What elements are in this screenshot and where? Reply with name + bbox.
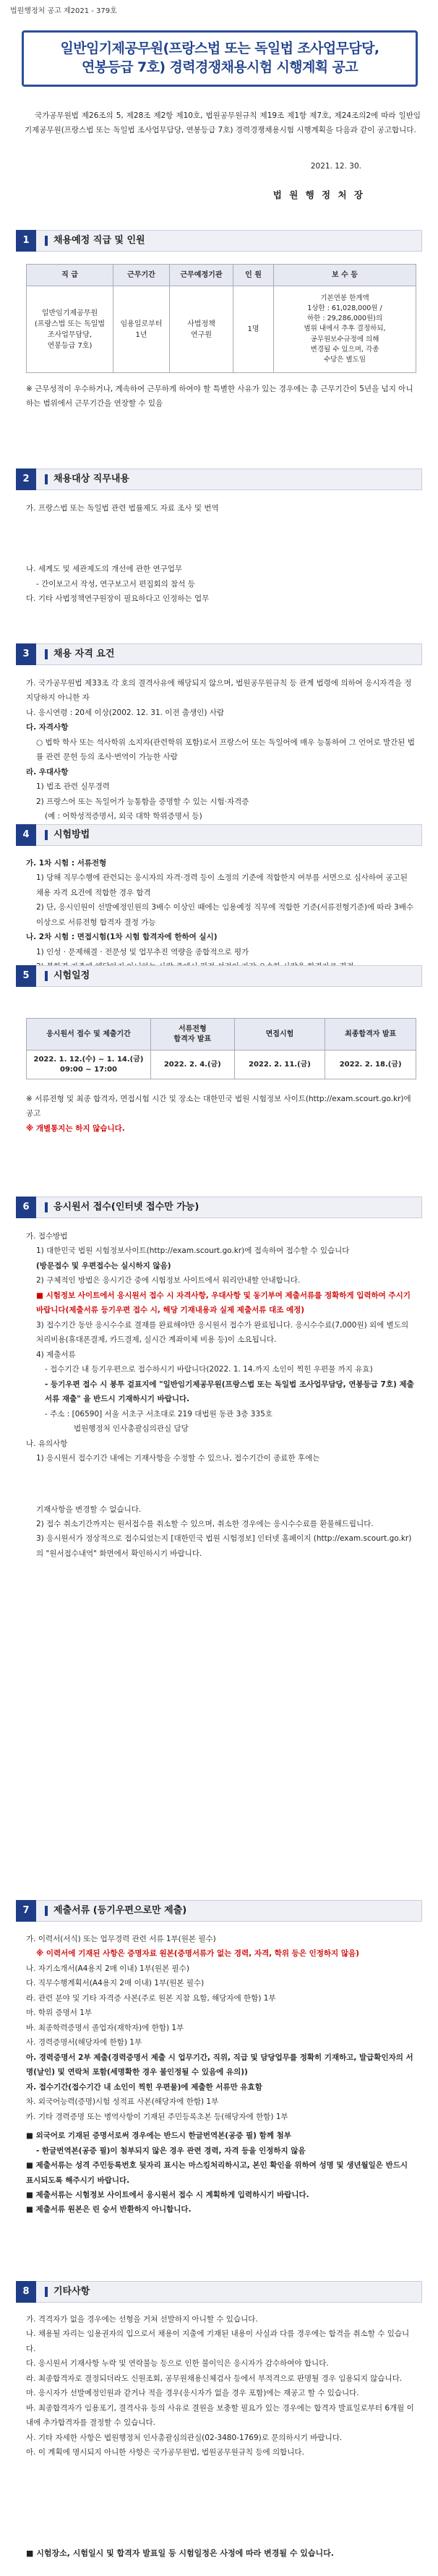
section-title: 제출서류 (등기우편으로만 제출)	[36, 1900, 422, 1922]
section-number: 6	[16, 1197, 36, 1218]
doc-da: 다. 직무수행계획서(A4용지 2매 이내) 1부(원본 필수)	[26, 1979, 205, 1988]
col-final: 최종합격자 발표	[325, 1019, 416, 1050]
section-1-header	[16, 230, 422, 252]
doc-ka: 카. 기타 경력증명 또는 병역사항이 기재된 주민등록초본 등(해당자에 한함) 1부	[26, 2112, 288, 2121]
cell-period: 임용일로부터 1년	[113, 286, 170, 373]
cell-interview: 2022. 2. 11.(금)	[234, 1050, 325, 1079]
section-title: 기타사항	[36, 2281, 422, 2303]
documents-block	[26, 1932, 416, 2217]
doc-sa: 사. 경력증명서(해당자에 한함) 1부	[26, 2038, 142, 2047]
app-ga-4c: - 주소 : [06590] 서울 서초구 서초대로 219 대법원 동관 3층 335호	[45, 1409, 272, 1418]
col-interview: 면접시험	[234, 1019, 325, 1050]
schedule-note-1: ※ 서류전형 및 최종 합격자, 면접시험 시간 및 장소는 대한민국 법원 시험정보 사이트(http://exam.scourt.go.kr)에 공고	[26, 1095, 411, 1118]
qual-da-title: 다. 자격사항	[26, 723, 69, 732]
qual-da-1: ○ 법학 학사 또는 석사학위 소지자(관련학위 포함)로서 프랑스어 또는 독일어에 매우 능통하여 그 언어로 발간된 법률 관련 문헌 등의 조사·번역이 가능한 사람	[36, 737, 415, 762]
app-ga-4a: - 접수기간 내 등기우편으로 접수하시기 바랍니다(2022. 1. 14.까지 소인이 찍힌 우편물 까지 유효)	[45, 1365, 373, 1374]
cell-apply: 2022. 1. 12.(수) ~ 1. 14.(금) 09:00 ~ 17:00	[27, 1050, 151, 1079]
doc-ma: 마. 학위 증명서 1부	[26, 2008, 93, 2018]
qualification-block	[26, 676, 416, 824]
misc-item: 마. 응시자가 선발예정인원과 같거나 적을 경우(응시자가 없을 경우 포함)에는 재공고 할 수 있습니다.	[26, 2389, 359, 2398]
doc-ja: 자. 접수기간(접수기간 내 소인이 찍힌 우편물)에 제출한 서류만 유효함	[26, 2082, 262, 2092]
stage2-1: 1) 인성 · 문제해결 · 전문성 및 업무추진 역량을 종합적으로 평가	[36, 947, 249, 957]
qual-ra-3: (예 : 어학성적증명서, 외국 대학 학위증명서 등)	[45, 812, 202, 821]
misc-block	[26, 2312, 416, 2460]
app-warning: ■ 시험정보 사이트에서 응시원서 접수 시 자격사항, 우대사항 및 동기부여 제출서류를 정확하게 입력하여 주시기 바랍니다(제출서류 등기우편 접수 시, 해당 기재내용과 실제 제출서류 대조 예정)	[36, 1291, 411, 1315]
misc-item: 나. 채용될 자리는 임용권자의 입으로서 채용이 지출에 기재된 내용이 사실과 다를 경우에는 합격을 취소할 수 있습니다.	[26, 2329, 410, 2353]
col-grade: 직 급	[27, 265, 113, 286]
app-ga-2: 2) 구체적인 방법은 응시기간 중에 시험정보 사이트에서 워리안내할 안내합니다.	[36, 1276, 301, 1285]
doc-bullet-3: ■ 제출서류는 시험정보 사이트에서 응시원서 접수 시 계획하게 입력하시기 바랍니다.	[26, 2190, 309, 2199]
col-pay: 보 수 등	[274, 265, 416, 286]
section-number: 1	[16, 230, 36, 252]
col-period: 근무기간	[113, 265, 170, 286]
section-title: 시험방법	[36, 824, 422, 846]
section-3-header	[16, 643, 422, 665]
app-na-1: 1) 응시원서 접수기간 내에는 기재사항을 수정할 수 있으나, 접수기간이 종료한 후에는	[36, 1454, 320, 1463]
app-na: 나. 유의사항	[26, 1439, 68, 1448]
cell-doc-result: 2022. 2. 4.(금)	[151, 1050, 235, 1079]
application-block	[26, 1229, 416, 1561]
misc-item: 바. 최종합격자가 임용포기, 결격사유 등의 사유로 결원을 보충할 필요가 있는 경우에는 합격자 발표일로부터 6개월 이내에 추가합격자를 결정할 수 있습니다.	[26, 2403, 414, 2428]
duty-item: 다. 기타 사법정책연구원장이 필요하다고 인정하는 업무	[26, 594, 210, 604]
doc-cha: 차. 외국어능력(증명)시험 성적표 사본(해당자에 한함) 1부	[26, 2097, 219, 2107]
app-ga: 가. 접수방법	[26, 1232, 68, 1241]
schedule-notes	[26, 1092, 416, 1136]
doc-ga: 가. 이력서(서식) 또는 업무경력 관련 서류 1부(원본 필수)	[26, 1935, 216, 1943]
doc-ba: 바. 최종학력증명서 졸업자(재학자)에 한함) 1부	[26, 2023, 184, 2032]
doc-ra: 라. 관련 분야 및 기타 자격증 사본(주로 원본 지참 요함, 해당자에 한함) 1부	[26, 1993, 276, 2003]
col-count: 인 원	[233, 265, 274, 286]
section-number: 5	[16, 965, 36, 987]
doc-bullet-4: ■ 제출서류 원본은 린 승서 반환하지 아니합니다.	[26, 2205, 192, 2215]
app-ga-1: 1) 대한민국 법원 시험정보사이트(http://exam.scourt.go.kr)에 접속하여 접수할 수 있습니다	[36, 1246, 350, 1256]
app-ga-1b: (방문접수 및 우편접수는 실시하지 않음)	[36, 1261, 171, 1270]
section-6-header	[16, 1197, 422, 1218]
stage2: 나. 2차 시험 : 면접시험(1차 시험 합격자에 한하여 실시)	[26, 933, 218, 942]
section-8-header	[16, 2281, 422, 2303]
stage1-1: 1) 당해 직무수행에 관련되는 응시자의 자격·경력 등이 소정의 기준에 적합한지 여부를 서면으로 심사하여 공고된 채용 자격 요건에 적합한 경우 합격	[36, 873, 408, 897]
section-number: 4	[16, 824, 36, 846]
misc-item: 가. 격격자가 없을 경우에는 선형을 거쳐 선발하지 아니할 수 있습니다.	[26, 2315, 258, 2324]
col-apply: 응시원서 접수 및 제출기간	[27, 1019, 151, 1050]
app-na-1b: 기재사항을 변경할 수 없습니다.	[36, 1505, 142, 1514]
qual-ra-2: 2) 프랑스어 또는 독일어가 능통함을 증명할 수 있는 시험·자격증	[36, 797, 249, 806]
intro-paragraph: 국가공무원법 제26조의 5, 제28조 제2항 제10호, 법원공무원규칙 제19조 제1항 제7호, 제24조의2에 따라 일반임기제공무원(프랑스법 또는 독일법 조사업무담당, 연봉등급 7호) 경력경쟁채용시험 시행계획을 다음과 같이 공고합니다.	[25, 111, 421, 135]
col-org: 근무예정기관	[170, 265, 233, 286]
doc-bullet-1: ■ 외국어로 기재된 증명서로써 경우에는 반드시 한글번역본(공증 필) 함께 첨부	[26, 2131, 291, 2141]
section-title: 응시원서 접수(인터넷 접수만 가능)	[36, 1197, 422, 1218]
exam-method-block	[26, 856, 416, 975]
qual-ga: 가. 국가공무원법 제33조 각 호의 결격사유에 해당되지 않으며, 법원공무원규칙 등 관계 법령에 의하여 응시자격을 정지당하지 아니한 자	[26, 679, 412, 703]
page-title	[22, 30, 418, 87]
final-notice: ■ 시험장소, 시험일시 및 합격자 발표일 등 시험일정은 사정에 따라 변경될 수 있습니다.	[26, 2549, 334, 2558]
duty-item: - 간이보고서 작성, 연구보고서 편집회의 참석 등	[36, 579, 195, 589]
doc-na: 나. 자기소개서(A4용지 2매 이내) 1부(원본 필수)	[26, 1964, 189, 1973]
schedule-note-2: ※ 개별통지는 하지 않습니다.	[26, 1124, 125, 1133]
recruitment-table	[26, 264, 416, 373]
misc-item: 다. 응시원서 기재사항 누락 및 연락불능 등으로 인한 불이익은 응시자가 감수하여야 합니다.	[26, 2359, 329, 2369]
cell-count: 1명	[233, 286, 274, 373]
cell-final: 2022. 2. 18.(금)	[325, 1050, 416, 1079]
section-title: 채용예정 직급 및 인원	[36, 230, 422, 252]
app-ga-4d: 법원행정처 인사총괄심의관실 담당	[74, 1424, 189, 1434]
title-line-2: 연봉등급 7호) 경력경쟁채용시험 시행계획 공고	[81, 59, 358, 75]
duties-block	[26, 501, 416, 607]
notice-number: 법원행정처 공고 제2021 - 379호	[10, 7, 117, 15]
notice-date: 2021. 12. 30.	[310, 162, 361, 171]
duty-item: 가. 프랑스법 또는 독일법 관련 법률제도 자료 조사 및 번역	[26, 504, 219, 513]
section-number: 3	[16, 643, 36, 665]
section-number: 8	[16, 2281, 36, 2303]
app-ga-4: 4) 제출서류	[36, 1350, 76, 1359]
col-doc-result: 서류전형 합격자 발표	[151, 1019, 235, 1050]
section-4-header	[16, 824, 422, 846]
qual-na: 나. 응시연령 : 20세 이상(2002. 12. 31. 이전 출생인) 사람	[26, 708, 225, 717]
table1-note: ※ 근무성적이 우수하거나, 계속하여 근무하게 하여야 할 특별한 사유가 있는 경우에는 총 근무기간이 5년을 넘지 아니하는 범위에서 근무기간을 연장할 수 있음	[26, 385, 413, 408]
doc-aa: 아. 경력증명서 2부 제출(경력증명서 제출 시 업무기간, 직위, 직급 및 담당업무를 정확히 기재하고, 발급확인자의 서명(날인) 및 연락처 포함(세명확한 경우 불인정될 수 있음에 유의))	[26, 2053, 413, 2077]
section-title: 채용대상 직무내용	[36, 468, 422, 490]
section-title: 채용 자격 요건	[36, 643, 422, 665]
stage1-2: 2) 단, 응시인원이 선발예정인원의 3배수 이상인 때에는 임용예정 직무에 적합한 기준(서류전형기준)에 따라 3배수 이상으로 서류전형 합격자 결정 가능	[36, 903, 414, 927]
title-line-1: 일반임기제공무원(프랑스법 또는 독일법 조사업무담당,	[60, 40, 379, 57]
stage1: 가. 1차 시험 : 서류전형	[26, 859, 107, 868]
cell-pay: 기본연봉 한계액 1상한 : 61,028,000원 / 하한 : 29,286,000원)의 범위 내에서 추후 결정하되, 공무원보수규정에 의해 변경될 수 있으며, 각종 수당은 별도임	[274, 286, 416, 373]
cell-org: 사법정책 연구원	[170, 286, 233, 373]
section-7-header	[16, 1900, 422, 1922]
app-na-2: 2) 접수 취소기간까지는 원서접수를 취소할 수 있으며, 취소한 경우에는 응시수수료를 환불해드립니다.	[36, 1519, 374, 1528]
schedule-table	[26, 1018, 416, 1079]
section-number: 7	[16, 1900, 36, 1922]
issuer: 법 원 행 정 처 장	[272, 189, 365, 200]
app-na-3: 3) 응시원서가 정상적으로 접수되었는지 [대한민국 법원 시험정보] 인터넷 홈페이지 (http://exam.scourt.go.kr)의 "원서접수내역" 화면에서 확인하시기 바랍니다.	[36, 1534, 412, 1558]
qual-ra-1: 1) 법조 관련 실무경력	[36, 782, 110, 792]
section-title: 시험일정	[36, 965, 422, 987]
misc-item: 아. 이 계획에 명시되지 아니한 사항은 국가공무원법, 법원공무원규칙 등에 의합니다.	[26, 2448, 304, 2457]
doc-bullet-2: ■ 제출서류는 성격 주민등록번호 뒷자리 표시는 마스킹처리하시고, 본인 확인을 위하여 성명 및 생년월일은 반드시 표시되도록 해주시기 바랍니다.	[26, 2161, 408, 2185]
app-ga-3: 3) 접수기간 동안 응시수수료 결재를 완료해야만 응시원서 접수가 완료됩니다. 응시수수료(7,000원) 외에 별도의 처리비용(휴대폰결제, 카드결제, 실시간 계좌이체 비용 등)이 소요됩니다.	[36, 1320, 409, 1345]
section-2-header	[16, 468, 422, 490]
doc-ga-warn: ※ 이력서에 기재된 사항은 증명자료 원본(증명서류가 없는 경력, 자격, 학위 등은 인정하지 않음)	[36, 1949, 359, 1959]
app-ga-4b: - 등기우편 접수 시 봉투 겉표지에 "일반임기제공무원(프랑스법 또는 독일법 조사업무담당, 연봉등급 7호) 제출서류 재출" 을 반드시 기재하시기 바랍니다.	[45, 1379, 414, 1404]
misc-item: 사. 기타 자세한 사항은 법원행정처 인사총괄심의관실(02-3480-1769)로 문의하시기 바랍니다.	[26, 2433, 343, 2442]
doc-bullet-1b: - 한글번역본(공증 필)이 첨부되지 않은 경우 관련 경력, 자격 등을 인정하지 않음	[36, 2146, 306, 2155]
section-5-header	[16, 965, 422, 987]
misc-item: 라. 최종합격자로 결정되더라도 신원조회, 공무원채용신체검사 등에서 부적격으로 판명될 경우 임용되지 않습니다.	[26, 2374, 403, 2383]
duty-item: 나. 세계도 및 세관제도의 개선에 관한 연구업무	[26, 565, 183, 574]
section-number: 2	[16, 468, 36, 490]
qual-ra-title: 라. 우대사항	[26, 767, 69, 776]
cell-grade: 일반임기제공무원 (프랑스법 또는 독일법 조사업무담당, 연봉등급 7호)	[27, 286, 113, 373]
